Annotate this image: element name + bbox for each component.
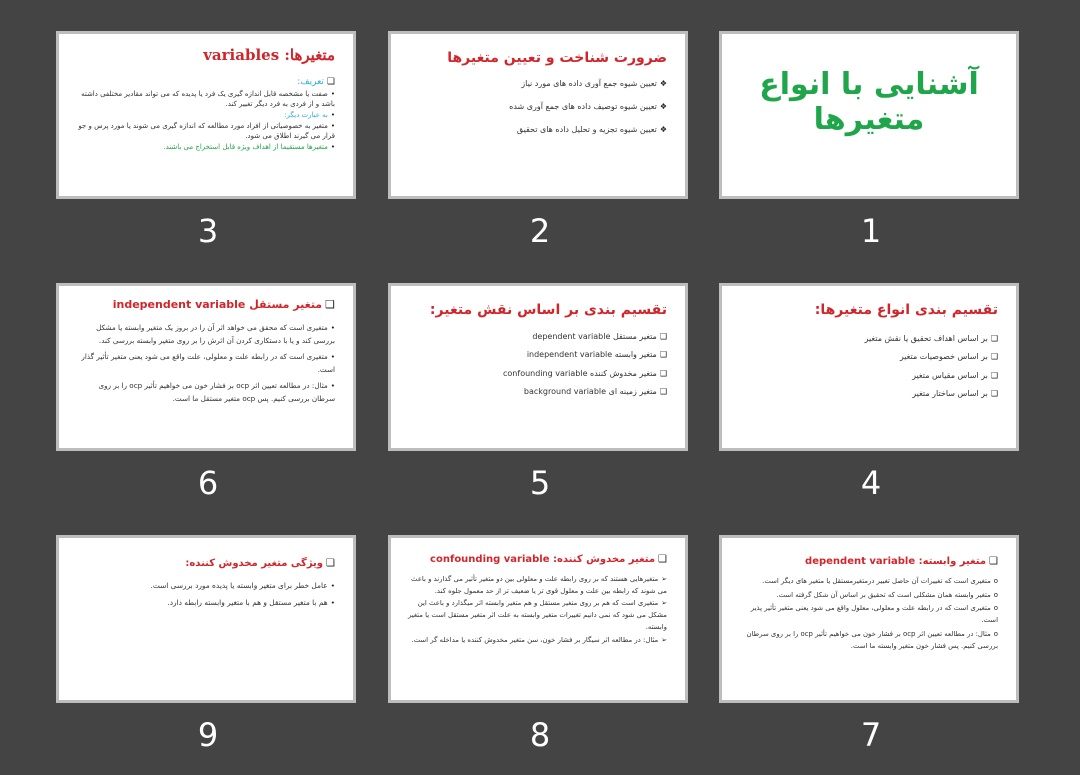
slide-number-8: 8	[529, 716, 551, 754]
slide-4-item: ❑بر اساس مقیاس متغیر	[912, 370, 998, 380]
slide-number-9: 9	[197, 716, 219, 754]
slide-2-item: ❖تعیین شیوه تجزیه و تحلیل داده های تحقیق	[516, 125, 667, 135]
slide-number-6: 6	[197, 464, 219, 502]
checkbox-bullet-icon: ❑	[659, 332, 667, 341]
checkbox-bullet-icon: ❑	[325, 298, 335, 311]
slide-2-body	[407, 78, 667, 140]
slide-7-title: ❑متغیر وابسته: dependent variable	[805, 556, 998, 567]
dot-bullet-icon: •	[330, 352, 335, 362]
slide-2-item: ❖تعیین شیوه جمع آوری داده های مورد نیاز	[521, 79, 667, 88]
slide-1-title	[722, 68, 1016, 137]
slide-4-title: تقسیم بندی انواع متغیرها:	[814, 302, 998, 318]
slide-3-item: •متغیرها مستقیما از اهداف ویژه قابل استخراج می باشند.	[163, 143, 335, 152]
slide-4-item: ❑بر اساس اهداف تحقیق یا نقش متغیر	[864, 334, 998, 343]
slide-3-body	[75, 76, 335, 157]
checkbox-bullet-icon: ❑	[989, 556, 998, 567]
slide-thumbnail-2[interactable]	[388, 31, 688, 199]
slide-thumbnail-8[interactable]	[388, 535, 688, 703]
circle-bullet-icon: o	[993, 604, 998, 613]
dot-bullet-icon: •	[330, 90, 335, 99]
slide-5-title: تقسیم بندی بر اساس نقش متغیر:	[429, 302, 667, 318]
slide-thumbnail-7[interactable]	[719, 535, 1019, 703]
slide-9-body	[75, 580, 335, 612]
dot-bullet-icon: •	[330, 581, 335, 590]
slide-5-item: ❑متغیر مخدوش کننده confounding variable	[503, 368, 667, 378]
slide-7-item: oمثال: در مطالعه تعیین اثر ocp بر فشار خون می خواهیم تأثیر ocp را بر روی سرطان بررسی کنیم. پس فشار خون متغیر وابسته ما است.	[746, 629, 998, 650]
slide-8-body	[407, 574, 667, 650]
slide-5-item: ❑متغیر وابسته independent variable	[526, 350, 667, 360]
checkbox-bullet-icon: ❑	[659, 387, 667, 397]
slide-number-3: 3	[197, 212, 219, 250]
circle-bullet-icon: o	[993, 629, 998, 638]
diamond-bullet-icon: ❖	[659, 125, 667, 135]
slide-1-title-line-1: آشنایی با انواع	[759, 67, 979, 102]
checkbox-bullet-icon: ❑	[658, 554, 667, 565]
checkbox-bullet-icon: ❑	[990, 334, 998, 343]
checkbox-bullet-icon: ❑	[326, 77, 335, 87]
diamond-bullet-icon: ❖	[659, 79, 667, 88]
circle-bullet-icon: o	[993, 577, 998, 585]
slide-3-definition-label: ❑تعریف:	[297, 77, 335, 87]
slide-6-item: •متغیری است که محقق می خواهد اثر آن را در بروز یک متغیر وابسته یا مشکل بررسی کند و یا با دستکاری کردن آن اثرش را بر روی متغیر وابسته بررسی کند.	[96, 323, 335, 345]
checkbox-bullet-icon: ❑	[990, 352, 998, 362]
checkbox-bullet-icon: ❑	[990, 389, 998, 399]
slide-thumbnail-6[interactable]	[56, 283, 356, 451]
dot-bullet-icon: •	[330, 143, 335, 152]
arrow-bullet-icon: ➢	[661, 635, 667, 644]
slide-6-body	[75, 322, 335, 410]
checkbox-bullet-icon: ❑	[326, 558, 335, 569]
dot-bullet-icon: •	[330, 323, 335, 332]
slide-thumbnail-9[interactable]	[56, 535, 356, 703]
checkbox-bullet-icon: ❑	[659, 368, 667, 378]
arrow-bullet-icon: ➢	[661, 575, 667, 583]
slide-8-item: ➢مثال: در مطالعه اثر سیگار بر فشار خون، سن متغیر مخدوش کننده یا مداخله گر است.	[407, 635, 667, 647]
slide-number-7: 7	[860, 716, 882, 754]
slide-3-item: •متغیر به خصوصیاتی از افراد مورد مطالعه که اندازه گیری می شوند یا مورد پرس و جو قرار می گیرند اطلاق می شود.	[78, 122, 335, 140]
slide-9-item: •هم با متغیر مستقل و هم با متغیر وابسته رابطه دارد.	[167, 598, 335, 608]
slide-4-body	[738, 334, 998, 404]
slide-6-item: •متغیری است که در رابطه علت و معلولی، علت واقع می شود یعنی متغیر تأثیر گذار است.	[81, 352, 335, 374]
slide-9-item: •عامل خطر برای متغیر وابسته یا پدیده مورد بررسی است.	[150, 581, 335, 590]
slide-number-2: 2	[529, 212, 551, 250]
slide-8-title: ❑متغیر مخدوش کننده: confounding variable	[430, 554, 667, 565]
slide-4-item: ❑بر اساس ساختار متغیر	[912, 389, 998, 399]
diamond-bullet-icon: ❖	[659, 102, 667, 112]
slide-5-item: ❑متغیر زمینه ای background variable	[523, 387, 667, 397]
slide-thumbnail-5[interactable]	[388, 283, 688, 451]
slide-8-item: ➢متغیری است که هم بر روی متغیر مستقل و هم متغیر وابسته اثر میگذارد و باعث این مشکل می شود که نمی دانیم تغییرات متغیر وابسته به علت اثر متغیر مستقل است یا متغیر وابسته.	[407, 599, 667, 631]
slide-3-title: متغیرها: variables	[203, 46, 335, 64]
slide-8-item: ➢متغیرهایی هستند که بر روی رابطه علت و معلولی بین دو متغیر تأثیر می گذارند و باعث می شوند که رابطه بین علت و معلول قوی تر یا ضعیف تر از حد معمول جلوه کند.	[411, 575, 667, 595]
slide-7-item: oمتغیری است که در رابطه علت و معلولی، معلول واقع می شود یعنی متغیر تأثیر پذیر است.	[750, 604, 998, 625]
checkbox-bullet-icon: ❑	[990, 370, 998, 380]
slide-3-item: •به عبارت دیگر:	[284, 111, 335, 120]
slide-number-4: 4	[860, 464, 882, 502]
slide-2-item: ❖تعیین شیوه توصیف داده های جمع آوری شده	[509, 102, 667, 112]
slide-number-1: 1	[860, 212, 882, 250]
circle-bullet-icon: o	[993, 590, 998, 599]
dot-bullet-icon: •	[330, 122, 335, 131]
slide-5-item: ❑متغیر مستقل dependent variable	[532, 332, 667, 341]
dot-bullet-icon: •	[330, 598, 335, 608]
slide-7-item: oمتغیری است که تغییرات آن حاصل تغییر درمتغیرمستقل یا متغیر های دیگر است.	[738, 576, 998, 588]
slide-6-item: •مثال: در مطالعه تعیین اثر ocp بر فشار خون می خواهیم تأثیر ocp را بر روی سرطان بررسی کنیم. پس ocp متغیر مستقل ما است.	[98, 381, 335, 403]
dot-bullet-icon: •	[330, 381, 335, 391]
slide-thumbnail-4[interactable]	[719, 283, 1019, 451]
slide-7-body	[738, 576, 998, 656]
slide-9-title: ❑ویژگی متغیر مخدوش کننده:	[185, 558, 335, 569]
slide-3-item: •صفت یا مشخصه قابل اندازه گیری یک فرد یا پدیده که می تواند مقادیر مختلفی داشته باشد و از فردی به فرد دیگر تغییر کند.	[81, 90, 335, 108]
slide-number-5: 5	[529, 464, 551, 502]
slide-5-body	[407, 332, 667, 402]
slide-1-title-line-2: متغیرها	[813, 101, 925, 137]
slide-4-item: ❑بر اساس خصوصیات متغیر	[899, 352, 998, 362]
dot-bullet-icon: •	[330, 111, 335, 120]
slide-thumbnail-3[interactable]	[56, 31, 356, 199]
checkbox-bullet-icon: ❑	[659, 350, 667, 360]
arrow-bullet-icon: ➢	[661, 599, 667, 608]
slide-2-title: ضرورت شناخت و تعیین متغیرها	[447, 50, 667, 66]
slide-thumbnail-1[interactable]	[719, 31, 1019, 199]
slide-7-item: oمتغیر وابسته همان مشکلی است که تحقیق بر اساس آن شکل گرفته است.	[738, 590, 998, 602]
slide-6-title: ❑متغیر مستقل independent variable	[112, 298, 335, 311]
